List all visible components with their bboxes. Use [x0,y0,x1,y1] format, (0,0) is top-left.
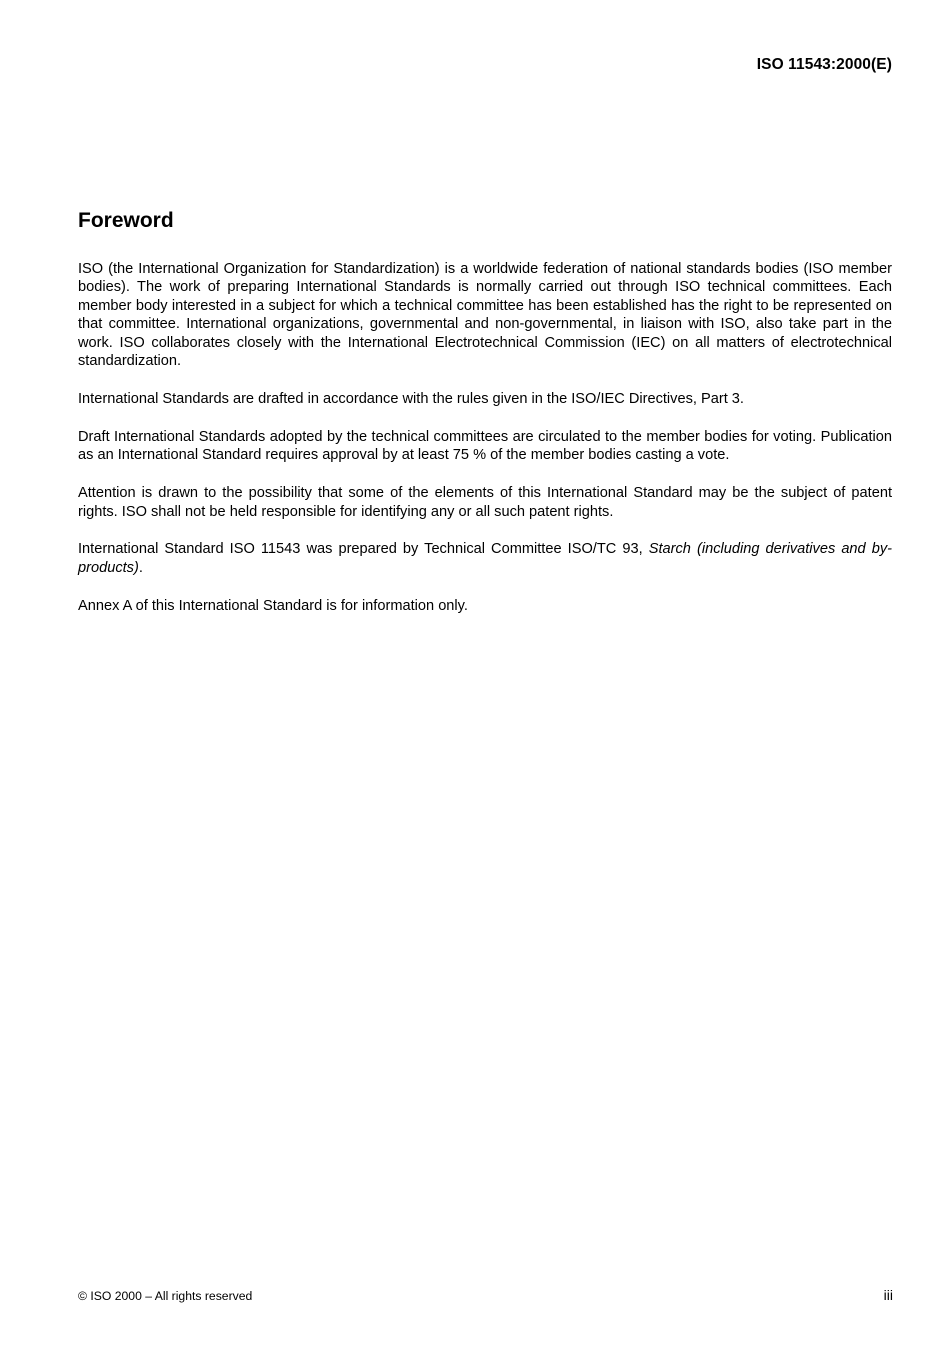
paragraph-iso-description: ISO (the International Organization for Standardization) is a worldwide federation of national standards bodies (ISO member bodies). The work of preparing International Standards is normally carried out through ISO technical committees. Each member body interested in a subject for which a technical committee has been established has the right to be represented on that committee. International organizations, governmental and non-governmental, in liaison with ISO, also take part in the work. ISO collaborates closely with the International Electrotechnical Commission (IEC) on all matters of electrotechnical standardization. [78,261,892,370]
paragraph-prepared-by [78,540,892,577]
paragraph-patent-rights: Attention is drawn to the possibility that some of the elements of this International Standard may be the subject of patent rights. ISO shall not be held responsible for identifying any or all such patent rights. [78,485,892,520]
footer-copyright: © ISO 2000 – All rights reserved [78,1289,253,1303]
committee-title: Starch (including derivatives and by-products) [78,541,893,576]
prepared-by-end: . [138,559,143,576]
paragraph-voting: Draft International Standards adopted by the technical committees are circulated to the member bodies for voting. Publication as an International Standard requires approval by at least 75 % of the member bodies casting a vote. [78,428,892,464]
prepared-by-text: International Standard ISO 11543 was prepared by Technical Committee ISO/TC 93, [78,541,649,558]
document-id: ISO 11543:2000(E) [756,56,892,73]
page-title: Foreword [78,209,174,232]
paragraph-drafting-rules: International Standards are drafted in accordance with the rules given in the ISO/IEC Directives, Part 3. [78,390,744,407]
page-number: iii [883,1287,893,1303]
paragraph-annex-note: Annex A of this International Standard is for information only. [78,597,468,614]
foreword-body [78,260,892,615]
